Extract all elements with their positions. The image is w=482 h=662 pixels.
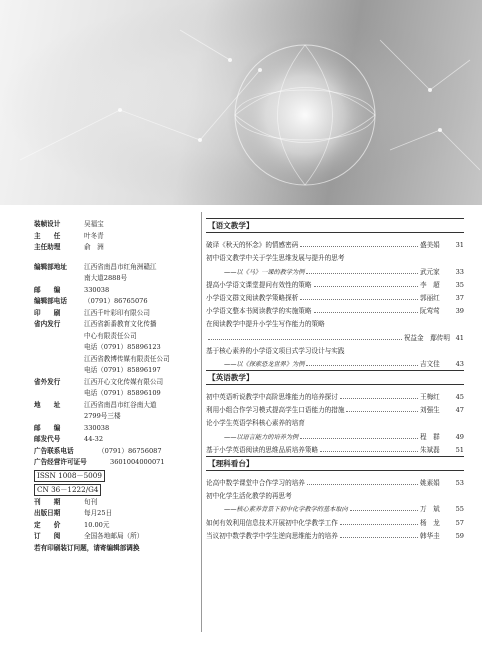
- toc-entry-title: ——以语言能力的培养为例: [224, 433, 299, 441]
- toc-entry[interactable]: [206, 355, 464, 368]
- ad-license-value: 3601004000071: [110, 458, 165, 466]
- ad-license-label: 广告经营许可证号: [34, 458, 87, 466]
- toc-entry-title: 初中语文教学中关于学生思维发展与提升的思考: [206, 254, 345, 263]
- toc-entry-page: 49: [455, 432, 464, 441]
- toc-entry-title: 初中化学生活化教学的再思考: [206, 492, 292, 501]
- dot-leader: [340, 524, 418, 525]
- toc-entry-title: 利用小组合作学习模式提高学生口语能力的措施: [206, 406, 345, 415]
- toc-entry[interactable]: [206, 262, 464, 275]
- section-heading: 【理科看台】: [206, 456, 464, 471]
- toc-entry-page: 45: [455, 393, 464, 402]
- toc-entry[interactable]: [206, 388, 464, 401]
- toc-entry[interactable]: [206, 401, 464, 414]
- overseas-label: 省外发行: [34, 377, 61, 386]
- period-value: 旬刊: [84, 497, 98, 506]
- toc-entry-author: 万 斌: [420, 505, 440, 514]
- subscribe-label: 订 阅: [34, 532, 61, 540]
- column-divider: [201, 212, 202, 632]
- toc-entry-title: 在阅读教学中提升小学生写作能力的策略: [206, 320, 325, 329]
- assistant-value: 俞 洲: [84, 243, 104, 251]
- toc-entry-author: 盛美娟: [420, 241, 440, 250]
- toc-entry-title: ——以《探索恐龙世界》为例: [224, 360, 305, 368]
- toc-entry-title: 小学语文整本书阅读教学的实施策略: [206, 307, 312, 316]
- toc-entry[interactable]: [206, 236, 464, 249]
- toc-entry-author: 王梅红: [420, 393, 440, 402]
- toc-entry-page: 35: [455, 280, 464, 289]
- dot-leader: [340, 398, 418, 399]
- overseas-line: 电话（0791）85896109: [84, 389, 161, 397]
- address-line: 江西省南昌市红谷南大道: [84, 400, 157, 409]
- office-line: 江西省南昌市红角洲赣江: [84, 262, 157, 271]
- dot-leader: [300, 438, 418, 439]
- toc-entry-page: 59: [455, 531, 464, 540]
- cn-number: CN 36－1222/G4: [34, 484, 101, 496]
- dot-leader: [340, 537, 418, 538]
- dot-leader: [306, 365, 418, 366]
- dot-leader: [350, 510, 418, 511]
- dot-leader: [208, 339, 402, 340]
- toc-entry-author: 李 超: [420, 280, 440, 289]
- price-label: 定 价: [34, 520, 61, 529]
- toc-entry-author: 郭丽红: [420, 293, 440, 302]
- toc-entry-page: 33: [455, 267, 464, 276]
- toc-entry-page: 39: [455, 307, 464, 316]
- postal-code-label: 邮发代号: [34, 435, 61, 443]
- office-line: 南大道2888号: [84, 274, 128, 282]
- postcode-label: 邮 编: [34, 285, 61, 294]
- period-label: 刊 期: [34, 497, 61, 506]
- printer-label: 印 刷: [34, 308, 61, 317]
- section-heading: 【英语教学】: [206, 370, 464, 385]
- design-label: 装帧设计: [34, 220, 61, 228]
- toc-entry-page: 31: [455, 241, 464, 250]
- dot-leader: [314, 312, 419, 313]
- toc-entry-page: 47: [455, 406, 464, 415]
- toc-entry-page: 57: [455, 518, 464, 527]
- toc-entry-author: 阮莺莺: [420, 307, 440, 316]
- dot-leader: [300, 299, 418, 300]
- toc-entry[interactable]: [206, 328, 464, 341]
- domestic-line: 中心有限责任公司: [84, 331, 137, 340]
- date-value: 每月25日: [84, 509, 113, 517]
- toc-entry-title: ——核心素养背景下初中化学教学的基本取向: [224, 506, 348, 514]
- domestic-line: 电话（0791）85896123: [84, 343, 161, 351]
- toc-entry[interactable]: [206, 500, 464, 513]
- table-of-contents: [206, 216, 464, 540]
- toc-entry-author: 程 群: [420, 432, 440, 441]
- postcode-value: 330038: [84, 423, 110, 432]
- office-label: 编辑部地址: [34, 262, 67, 271]
- dot-leader: [320, 451, 418, 452]
- toc-entry-author: 武元家: [420, 267, 440, 276]
- postcode-label: 邮 编: [34, 423, 61, 432]
- toc-entry-author: 韩华圭: [420, 531, 440, 540]
- cover-banner-image: [0, 0, 482, 205]
- toc-entry-author: 姚素娟: [420, 479, 440, 487]
- toc-entry[interactable]: [206, 276, 464, 289]
- toc-entry-title: 基于小学英语阅读的思维品质培养策略: [206, 445, 319, 454]
- editor-label: 主 任: [34, 231, 61, 240]
- toc-entry-title: 基于核心素养的小学语文项目式学习设计与实践: [206, 346, 345, 355]
- phone-value: （0791）86765076: [84, 297, 148, 305]
- assistant-label: 主任助理: [34, 243, 61, 251]
- toc-entry[interactable]: [206, 441, 464, 454]
- toc-entry-author: 杨 龙: [420, 518, 440, 527]
- subscribe-value: 全国各地邮局（所）: [84, 532, 144, 540]
- dot-leader: [300, 246, 418, 247]
- phone-label: 编辑部电话: [34, 297, 67, 305]
- toc-entry[interactable]: [206, 302, 464, 315]
- dot-leader: [346, 411, 418, 412]
- overseas-line: 江西开心文化传媒有限公司: [84, 377, 164, 386]
- toc-entry-title: 如何有效利用信息技术开展初中化学教学工作: [206, 518, 338, 527]
- toc-entry[interactable]: [206, 513, 464, 526]
- address-label: 地 址: [34, 400, 61, 409]
- masthead-info: [34, 219, 199, 554]
- toc-entry-author: 吉文佳: [420, 359, 440, 368]
- toc-entry-title: 当议初中数学教学中学生逆向思维能力的培养: [206, 531, 338, 540]
- toc-entry-page: 43: [455, 359, 464, 368]
- toc-entry-page: 53: [455, 479, 464, 487]
- toc-entry-author: 刘强生: [420, 406, 440, 415]
- toc-entry-page: 51: [455, 445, 464, 454]
- ad-phone-label: 广告联系电话: [34, 446, 74, 455]
- domestic-line: 江西省教博传媒有限责任公司: [84, 354, 170, 363]
- dot-leader: [314, 286, 419, 287]
- toc-entry[interactable]: [206, 427, 464, 440]
- section-heading: 【语文教学】: [206, 218, 464, 233]
- editor-value: 叶冬青: [84, 231, 104, 240]
- postcode-value: 330038: [84, 285, 110, 294]
- toc-entry-title: 论小学生英语学科核心素养的培育: [206, 419, 305, 428]
- design-value: 吴福宝: [84, 220, 104, 228]
- toc-entry-author: 朱斌磊: [420, 445, 440, 454]
- printer-value: 江西千叶彩印有限公司: [84, 308, 150, 317]
- domestic-line: 电话（0791）85896197: [84, 366, 161, 374]
- toc-entry-page: 55: [455, 505, 464, 514]
- toc-entry-page: 41: [455, 333, 464, 342]
- toc-entry[interactable]: [206, 474, 464, 487]
- dot-leader: [307, 484, 418, 485]
- toc-entry[interactable]: [206, 289, 464, 302]
- domestic-line: 江西省新番教育文化传播: [84, 320, 157, 328]
- ad-phone-value: （0791）86756087: [98, 446, 162, 455]
- toc-entry[interactable]: [206, 527, 464, 540]
- dot-leader: [306, 273, 418, 274]
- toc-entry-title: ——以《马》一课的教学为例: [224, 268, 305, 276]
- toc-entry-title: 初中英语听说教学中高阶思维能力的培养探讨: [206, 393, 338, 402]
- postal-code-value: 44-32: [84, 435, 104, 443]
- date-label: 出版日期: [34, 509, 61, 517]
- toc-entry-page: 37: [455, 293, 464, 302]
- domestic-label: 省内发行: [34, 320, 61, 328]
- print-notice: 若有印刷装订问题，请寄编辑部调换: [34, 543, 140, 552]
- toc-entry-title: 论高中数学课堂中合作学习的培养: [206, 479, 305, 487]
- toc-entry-author: 祝益金 鄢传明: [403, 333, 450, 342]
- toc-entry-title: 破译《秋天的怀念》的情感密码: [206, 241, 299, 250]
- address-line: 2799号三楼: [84, 412, 121, 420]
- price-value: 10.00元: [84, 520, 110, 529]
- toc-entry-title: 小学语文群文阅读教学策略探析: [206, 293, 299, 302]
- toc-entry-title: 提高小学语文课堂提问有效性的策略: [206, 280, 312, 289]
- issn-number: ISSN 1008－5009: [34, 470, 105, 482]
